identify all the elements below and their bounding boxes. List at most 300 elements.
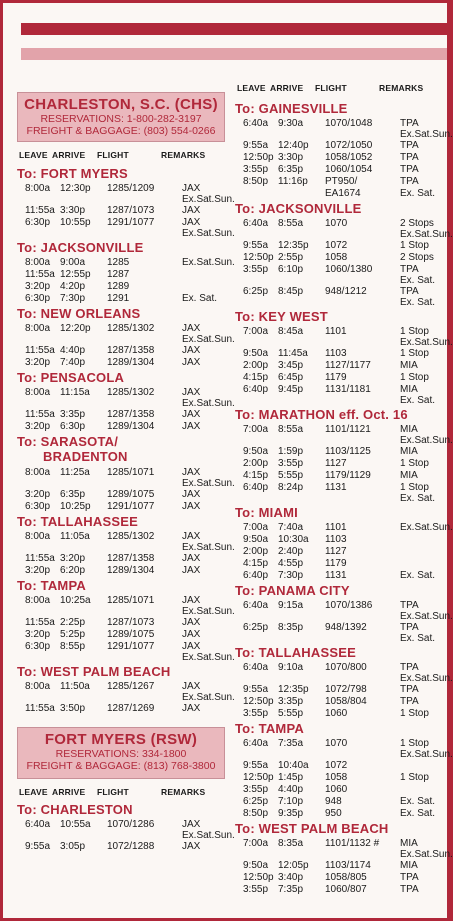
- flight-remark: Ex. Sat.: [400, 569, 436, 581]
- flight-arrive: 2:40p: [278, 546, 304, 558]
- flight-arrive: 7:30p: [278, 569, 304, 581]
- flight-remark: JAX: [182, 565, 201, 576]
- flight-arrive: 9:45p: [278, 384, 304, 395]
- flight-arrive: 12:30p: [60, 183, 91, 194]
- flight-remark: MIA: [400, 837, 418, 849]
- flight-row: [13, 205, 229, 217]
- heading-leave: LEAVE: [19, 787, 48, 798]
- flight-flight: 1131: [325, 569, 347, 581]
- flight-leave: 11:55a: [25, 345, 55, 357]
- flight-arrive: 4:55p: [278, 558, 304, 569]
- flight-flight: 1285/1209: [107, 183, 155, 194]
- flight-leave: 8:00a: [25, 322, 51, 334]
- flight-remark: TPA: [400, 684, 419, 696]
- flight-row: [231, 522, 453, 534]
- flight-leave: 6:30p: [25, 501, 51, 512]
- flight-remark: JAX: [182, 489, 201, 501]
- flight-arrive: 7:35a: [278, 738, 304, 750]
- destination-name: To: MARATHON eff. Oct. 16: [235, 407, 408, 423]
- flight-arrive: 8:45a: [278, 326, 304, 338]
- flight-leave: 12:50p: [243, 871, 274, 883]
- destination-name: To: JACKSONVILLE: [235, 200, 362, 216]
- flight-row: [231, 240, 447, 252]
- destination-name: To: NEW ORLEANS: [17, 305, 141, 321]
- flight-remark: JAX: [182, 629, 201, 640]
- flight-leave: 3:55p: [243, 708, 269, 720]
- decorative-stripe-dark: [21, 23, 447, 35]
- flight-arrive: 10:30a: [278, 534, 309, 546]
- destination-name: To: TALLAHASSEE: [17, 513, 138, 529]
- flight-arrive: 8:55p: [60, 640, 86, 652]
- flight-remark: JAX: [182, 703, 201, 715]
- flight-leave: 9:50a: [243, 348, 269, 360]
- destination-name: To: JACKSONVILLE: [17, 240, 144, 256]
- flight-remark: Ex.Sat.Sun.: [400, 522, 453, 534]
- flight-arrive: 12:20p: [60, 322, 91, 334]
- flight-row: [231, 534, 447, 546]
- destination-name: To: SARASOTA/: [17, 433, 119, 449]
- flight-flight: 1058/804: [325, 696, 367, 708]
- flight-row: [13, 617, 229, 629]
- destination-heading: [17, 240, 143, 255]
- destination-heading: [235, 407, 408, 422]
- flight-remark-2: Ex. Sat.: [400, 493, 436, 505]
- destination-name: To: TAMPA: [235, 721, 304, 737]
- flight-remark-2: Ex.Sat.Sun.: [182, 477, 235, 489]
- flight-row: [231, 424, 453, 447]
- flight-remark-2: Ex.Sat.Sun.: [400, 337, 453, 349]
- flight-row: [231, 772, 447, 784]
- flight-row: [13, 489, 229, 501]
- flight-arrive: 7:30p: [60, 293, 86, 304]
- flight-flight: 1287/1358: [107, 553, 155, 565]
- flight-leave: 3:20p: [25, 489, 51, 501]
- flight-arrive: 11:45a: [278, 348, 308, 360]
- flight-leave: 12:50p: [243, 152, 274, 164]
- flight-arrive: 3:55p: [278, 458, 304, 470]
- flight-leave: 8:00a: [25, 681, 51, 693]
- flight-arrive: 4:20p: [60, 281, 86, 293]
- flight-leave: 3:55p: [243, 883, 269, 895]
- flight-flight: 1287/1269: [107, 703, 155, 715]
- flight-remark: Ex. Sat.: [182, 293, 218, 304]
- flight-remark: TPA: [400, 152, 419, 164]
- flight-remark: 1 Stop: [400, 458, 429, 470]
- flight-flight: 1285/1267: [107, 681, 155, 693]
- flight-row: [231, 872, 447, 884]
- flight-leave: 9:50a: [243, 860, 269, 871]
- flight-remark: MIA: [400, 424, 418, 436]
- flight-remark: JAX: [182, 345, 201, 357]
- flight-remark-2: Ex. Sat.: [400, 395, 436, 406]
- flight-flight: 1291/1077: [107, 217, 155, 229]
- flight-leave: 9:55a: [243, 760, 269, 772]
- flight-arrive: 12:35p: [278, 684, 309, 696]
- flight-remark: 1 Stop: [400, 772, 429, 784]
- flight-flight: 1101/1121: [325, 424, 371, 436]
- flight-leave: 12:50p: [243, 772, 274, 784]
- flight-leave: 6:40a: [243, 662, 269, 674]
- destination-heading: [17, 306, 140, 321]
- flight-remark: JAX: [182, 553, 201, 565]
- flight-remark: 1 Stop: [400, 239, 429, 251]
- flight-row: [231, 140, 447, 152]
- flight-leave: 11:55a: [25, 205, 55, 217]
- flight-remark: MIA: [400, 470, 418, 482]
- flight-leave: 11:55a: [25, 269, 55, 281]
- flight-arrive: 6:45p: [278, 372, 304, 384]
- flight-leave: 7:00a: [243, 424, 269, 436]
- flight-leave: 9:55a: [25, 841, 51, 853]
- flight-flight: 1131/1181: [325, 384, 371, 395]
- flight-flight: 1060/1380: [325, 263, 373, 275]
- flight-arrive: 1:59p: [278, 446, 304, 458]
- flight-remark: TPA: [400, 263, 419, 275]
- flight-arrive: 7:35p: [278, 883, 304, 895]
- flight-leave: 6:25p: [243, 622, 269, 633]
- flight-remark: Ex. Sat.: [400, 796, 436, 807]
- destination-name: To: PENSACOLA: [17, 369, 125, 385]
- flight-flight: 1072: [325, 760, 348, 772]
- flight-remark-2: Ex. Sat.: [400, 296, 436, 308]
- flight-flight: 1291/1077: [107, 501, 155, 512]
- flight-flight: 1127: [325, 458, 347, 470]
- flight-arrive: 11:15a: [60, 386, 90, 398]
- flight-leave: 11:55a: [25, 409, 55, 421]
- flight-row: [13, 819, 235, 842]
- flight-remark: TPA: [400, 696, 419, 708]
- flight-leave: 8:00a: [25, 594, 51, 606]
- flight-row: [231, 164, 447, 176]
- flight-row: [13, 640, 235, 663]
- flight-row: [231, 285, 447, 308]
- flight-arrive: 12:35p: [278, 239, 309, 251]
- charleston-header: [17, 92, 225, 142]
- flight-leave: 2:00p: [243, 546, 269, 558]
- flight-arrive: 10:55p: [60, 217, 91, 229]
- flight-arrive: 2:25p: [60, 617, 86, 629]
- flight-row: [231, 696, 447, 708]
- flight-arrive: 5:25p: [60, 629, 86, 640]
- flight-remark: TPA: [400, 175, 419, 187]
- flight-arrive: 8:35p: [278, 622, 304, 633]
- flight-leave: 11:55a: [25, 703, 55, 715]
- flight-row: [13, 386, 235, 409]
- flight-arrive: 10:55a: [60, 819, 91, 831]
- flight-remark: JAX: [182, 217, 201, 229]
- flight-row: [13, 257, 235, 269]
- flight-arrive: 8:24p: [278, 482, 304, 494]
- flight-arrive: 6:10p: [278, 263, 304, 275]
- heading-leave: LEAVE: [19, 150, 48, 160]
- flight-flight: 1072/1050: [325, 140, 373, 152]
- flight-flight: PT950/: [325, 175, 358, 187]
- flight-remark: JAX: [182, 409, 201, 421]
- flight-row: [231, 446, 447, 458]
- flight-flight: 1289/1075: [107, 489, 155, 501]
- flight-row: [13, 553, 229, 565]
- flight-row: [231, 708, 447, 720]
- heading-arrive: ARRIVE: [270, 83, 304, 93]
- flight-row: [231, 152, 447, 164]
- flight-remark: MIA: [400, 360, 418, 372]
- flight-arrive: 7:10p: [278, 796, 304, 807]
- flight-remark: Ex. Sat.: [400, 807, 436, 819]
- flight-remark: Ex.Sat.Sun.: [182, 257, 235, 269]
- flight-flight: 1287/1073: [107, 617, 155, 629]
- flight-leave: 6:40a: [243, 599, 269, 611]
- flight-row: [231, 458, 447, 470]
- flight-row: [13, 530, 235, 553]
- flight-remark: TPA: [400, 140, 419, 152]
- flight-flight: 1072/798: [325, 684, 367, 696]
- flight-row: [231, 684, 447, 696]
- destination-name: To: CHARLESTON: [17, 802, 133, 818]
- flight-row: [231, 188, 447, 200]
- flight-remark: 1 Stop: [400, 708, 429, 720]
- flight-row: [13, 357, 229, 369]
- flight-flight: 1103: [325, 348, 347, 360]
- flight-leave: 3:20p: [25, 565, 51, 576]
- flight-leave: 2:00p: [243, 458, 269, 470]
- flight-flight: 1289/1304: [107, 357, 155, 368]
- destination-name: To: MIAMI: [235, 505, 298, 521]
- flight-remark-2: Ex.Sat.Sun.: [400, 848, 453, 860]
- flight-flight: 1058/1052: [325, 152, 373, 164]
- flight-arrive: 6:30p: [60, 421, 86, 432]
- heading-remarks: REMARKS: [161, 787, 206, 798]
- flight-arrive: 11:50a: [60, 681, 90, 693]
- flight-flight: 1285/1071: [107, 466, 155, 478]
- flight-remark: JAX: [182, 501, 201, 512]
- flight-arrive: 3:45p: [278, 360, 304, 372]
- flight-row: [231, 252, 447, 264]
- flight-flight: 1070/1048: [325, 118, 373, 129]
- heading-arrive: ARRIVE: [52, 787, 86, 798]
- flight-leave: 3:20p: [25, 281, 51, 293]
- flight-row: [13, 345, 229, 357]
- flight-leave: 9:50a: [243, 534, 269, 546]
- flight-arrive: 5:55p: [278, 470, 304, 482]
- flight-row: [13, 594, 235, 617]
- reservations-number: RESERVATIONS: 334-1800: [55, 748, 187, 761]
- flight-remark: TPA: [400, 871, 419, 883]
- flight-row: [231, 118, 453, 140]
- flight-row: [231, 884, 447, 896]
- flight-flight: 1072/1288: [107, 841, 155, 853]
- flight-leave: 2:00p: [243, 360, 269, 372]
- flight-arrive: 3:05p: [60, 841, 86, 853]
- flight-leave: 6:40a: [243, 217, 269, 229]
- flight-remark: JAX: [182, 819, 201, 831]
- flight-leave: 6:40p: [243, 482, 269, 494]
- flight-row: [231, 546, 447, 558]
- flight-flight: 1058: [325, 251, 348, 263]
- flight-arrive: 9:30a: [278, 118, 304, 129]
- heading-arrive: ARRIVE: [52, 150, 86, 160]
- flight-row: [231, 384, 447, 406]
- flight-leave: 8:00a: [25, 386, 51, 398]
- freight-baggage-number: FREIGHT & BAGGAGE: (813) 768-3800: [26, 760, 216, 773]
- flight-flight: 1285: [107, 257, 130, 269]
- flight-leave: 6:30p: [25, 293, 51, 304]
- flight-row: [231, 760, 447, 772]
- flight-arrive: 3:20p: [60, 553, 86, 565]
- flight-leave: 12:50p: [243, 696, 274, 708]
- destination-heading: [235, 821, 389, 836]
- flight-leave: 9:55a: [243, 684, 269, 696]
- decorative-stripe-light: [21, 48, 447, 60]
- flight-flight: 1291/1077: [107, 640, 155, 652]
- flight-arrive: 9:00a: [60, 257, 86, 269]
- flight-remark: JAX: [182, 322, 201, 334]
- flight-remark-2: Ex.Sat.Sun.: [182, 692, 235, 704]
- flight-remark: 1 Stop: [400, 326, 429, 338]
- flight-arrive: 3:30p: [278, 152, 304, 164]
- reservations-number: RESERVATIONS: 1-800-282-3197: [40, 113, 202, 125]
- flight-row: [231, 796, 447, 808]
- flight-leave: 9:55a: [243, 140, 269, 152]
- flight-leave: 3:55p: [243, 784, 269, 796]
- flight-remark-2: Ex.Sat.Sun.: [182, 605, 235, 617]
- heading-leave: LEAVE: [237, 83, 266, 93]
- flight-row: [231, 622, 447, 644]
- flight-leave: 11:55a: [25, 553, 55, 565]
- flight-flight: 1289/1304: [107, 565, 155, 576]
- flight-leave: 3:55p: [243, 263, 269, 275]
- flight-row: [231, 599, 453, 622]
- flight-arrive: 3:50p: [60, 703, 86, 715]
- flight-remark: JAX: [182, 183, 201, 194]
- flight-remark-2: Ex.Sat.Sun.: [182, 830, 235, 842]
- flight-arrive: 6:35p: [278, 164, 304, 175]
- flight-arrive: 12:40p: [278, 140, 309, 152]
- flight-arrive: 9:35p: [278, 807, 304, 819]
- flight-remark-2: Ex.Sat.Sun.: [182, 333, 235, 345]
- destination-name: To: TALLAHASSEE: [235, 645, 356, 661]
- flight-flight: 1070: [325, 738, 348, 750]
- flight-row: [231, 217, 453, 240]
- flight-leave: 6:30p: [25, 640, 51, 652]
- flight-row: [231, 482, 447, 505]
- flight-leave: 6:40a: [25, 819, 51, 831]
- destination-heading: [235, 309, 328, 324]
- destination-name: To: GAINESVILLE: [235, 101, 348, 116]
- flight-remark: MIA: [400, 384, 418, 395]
- flight-leave: 3:20p: [25, 421, 51, 432]
- destination-heading: [17, 166, 128, 181]
- flight-flight: 1289/1075: [107, 629, 155, 640]
- flight-arrive: 9:15a: [278, 599, 304, 611]
- flight-row: [13, 703, 229, 715]
- flight-row: [231, 326, 453, 349]
- heading-remarks: REMARKS: [379, 83, 424, 93]
- flight-row: [13, 281, 229, 293]
- flight-remark: TPA: [400, 622, 419, 633]
- flight-flight: 948: [325, 796, 342, 807]
- flight-flight: 1127/1177: [325, 360, 371, 372]
- flight-row: [231, 662, 453, 685]
- flight-remark: JAX: [182, 617, 201, 629]
- flight-row: [231, 738, 453, 761]
- flight-flight: 1058/805: [325, 871, 367, 883]
- flight-row: [13, 841, 229, 853]
- flight-arrive: 7:40a: [278, 522, 304, 534]
- flight-row: [231, 470, 447, 482]
- flight-remark-2: Ex.Sat.Sun.: [400, 435, 453, 447]
- flight-remark: JAX: [182, 386, 201, 398]
- flight-flight: 1289/1304: [107, 421, 155, 432]
- flight-flight: 1287/1358: [107, 409, 155, 421]
- flight-remark-2: Ex.Sat.Sun.: [182, 194, 235, 205]
- flight-leave: 6:40a: [243, 738, 269, 750]
- flight-arrive: 1:45p: [278, 772, 304, 784]
- flight-flight: 948/1392: [325, 622, 367, 633]
- flight-leave: 7:00a: [243, 837, 269, 849]
- flight-flight: 1070/800: [325, 662, 367, 674]
- flight-row: [231, 808, 447, 820]
- heading-remarks: REMARKS: [161, 150, 206, 160]
- flight-row: [13, 409, 229, 421]
- flight-remark-2: Ex.Sat.Sun.: [182, 541, 235, 553]
- flight-flight: 1103: [325, 534, 347, 546]
- flight-flight: 1131: [325, 482, 347, 494]
- flight-remark-2: Ex.Sat.Sun.: [400, 129, 453, 140]
- flight-row: [231, 570, 447, 582]
- flight-row: [231, 360, 447, 372]
- flight-row: [13, 421, 229, 433]
- flight-remark: JAX: [182, 640, 201, 652]
- destination-name: To: TAMPA: [17, 577, 86, 593]
- flight-row: [13, 322, 235, 345]
- flight-flight: 1101/1132 #: [325, 837, 380, 849]
- origin-name: FORT MYERS (RSW): [44, 731, 198, 749]
- destination-name: To: WEST PALM BEACH: [17, 664, 171, 680]
- destination-heading: [235, 201, 361, 216]
- flight-flight: 1287/1358: [107, 345, 155, 357]
- flight-arrive: 6:35p: [60, 489, 86, 501]
- flight-row: [13, 466, 235, 489]
- destination-heading: [17, 578, 86, 593]
- flight-remark-2: Ex.Sat.Sun.: [182, 228, 235, 240]
- flight-arrive: 2:55p: [278, 251, 304, 263]
- flight-flight: 1058: [325, 772, 348, 784]
- destination-heading: [235, 583, 350, 598]
- flight-arrive: 3:35p: [60, 409, 86, 421]
- flight-flight: 1179/1129: [325, 470, 371, 482]
- flight-arrive: 9:10a: [278, 662, 304, 674]
- flight-leave: 8:00a: [25, 466, 51, 478]
- flight-flight: 1179: [325, 372, 347, 384]
- flight-leave: 7:00a: [243, 522, 269, 534]
- flight-leave: 11:55a: [25, 617, 55, 629]
- flight-flight: 1070/1386: [325, 599, 373, 611]
- flight-flight: EA1674: [325, 187, 361, 199]
- flight-remark: 2 Stops: [400, 251, 434, 263]
- origin-name: CHARLESTON, S.C. (CHS): [24, 96, 218, 113]
- flight-flight: 948/1212: [325, 285, 367, 297]
- flight-row: [231, 784, 447, 796]
- flight-leave: 8:00a: [25, 183, 51, 194]
- flight-flight: 1103/1174: [325, 860, 371, 871]
- flight-leave: 4:15p: [243, 372, 269, 384]
- flight-flight: 1060/807: [325, 883, 367, 895]
- heading-flight: FLIGHT: [97, 150, 129, 160]
- flight-remark-2: Ex.Sat.Sun.: [400, 673, 453, 685]
- fort-myers-header: [17, 727, 225, 779]
- flight-remark: TPA: [400, 662, 419, 674]
- flight-row: [13, 183, 235, 205]
